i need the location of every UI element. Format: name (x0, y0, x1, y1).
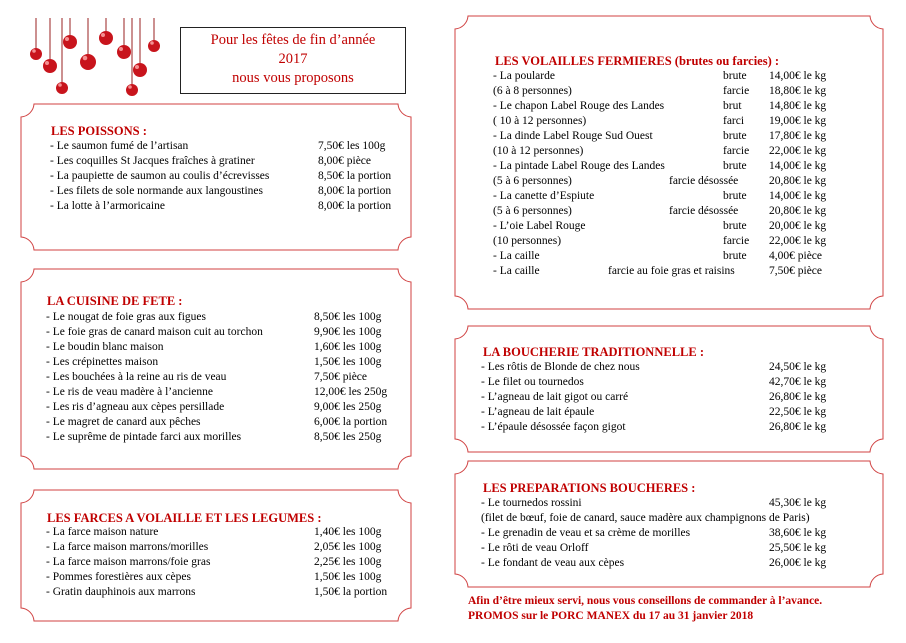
item-price: 18,80€ le kg (769, 85, 827, 97)
item-name: (6 à 8 personnes) (493, 85, 572, 97)
item-name: (10 à 12 personnes) (493, 145, 584, 157)
item-price: 26,80€ le kg (769, 421, 827, 433)
item-name: - Le suprême de pintade farci aux morilles (46, 431, 242, 443)
item-price: 38,60€ le kg (769, 527, 827, 539)
item-name: - Le fondant de veau aux cèpes (481, 557, 625, 569)
item-price: 9,00€ les 250g (314, 401, 382, 413)
footer-line-2: PROMOS sur le PORC MANEX du 17 au 31 janvier 2018 (468, 610, 754, 622)
item-name: - Le chapon Label Rouge des Landes (493, 100, 665, 112)
item-price: 8,00€ pièce (318, 155, 372, 167)
item-name: - Le rôti de veau Orloff (481, 542, 589, 554)
item-name: - L’oie Label Rouge (493, 220, 586, 232)
item-name: - La lotte à l’armoricaine (50, 200, 165, 212)
item-name: - La farce maison marrons/morilles (46, 541, 209, 553)
item-price: 45,30€ le kg (769, 497, 827, 509)
item-price: 1,60€ les 100g (314, 341, 382, 353)
item-price: 42,70€ le kg (769, 376, 827, 388)
item-price: 6,00€ la portion (314, 416, 388, 428)
item-name: - Gratin dauphinois aux marrons (46, 586, 196, 598)
item-price: 1,50€ les 100g (314, 571, 382, 583)
item-name: - La farce maison nature (46, 526, 159, 538)
volailles-title: LES VOLAILLES FERMIERES (brutes ou farcies) : (495, 54, 780, 68)
item-price: 12,00€ les 250g (314, 386, 388, 398)
item-price: 26,80€ le kg (769, 391, 827, 403)
item-name: (5 à 6 personnes) (493, 175, 572, 187)
item-type: brute (723, 250, 747, 262)
item-name: - La paupiette de saumon au coulis d’écrevisses (50, 170, 270, 182)
preparations-title: LES PREPARATIONS BOUCHERES : (483, 481, 696, 495)
item-name: - La dinde Label Rouge Sud Ouest (493, 130, 653, 142)
item-price: 20,80€ le kg (769, 205, 827, 217)
item-price: 1,50€ les 100g (314, 356, 382, 368)
christmas-baubles-icon (28, 18, 163, 100)
item-price: 8,00€ la portion (318, 200, 392, 212)
item-price: 22,00€ le kg (769, 235, 827, 247)
item-price: 14,00€ le kg (769, 160, 827, 172)
item-type: farci (723, 115, 745, 127)
item-price: 8,00€ la portion (318, 185, 392, 197)
item-name: ( 10 à 12 personnes) (493, 115, 587, 127)
item-type: farcie désossée (669, 205, 739, 217)
item-name: - La caille (493, 265, 540, 277)
item-type: farcie au foie gras et raisins (608, 265, 735, 277)
item-name: - Le nougat de foie gras aux figues (46, 311, 206, 323)
item-type: farcie désossée (669, 175, 739, 187)
item-name: - Le foie gras de canard maison cuit au torchon (46, 326, 263, 338)
item-price: 8,50€ la portion (318, 170, 392, 182)
item-type: brute (723, 70, 747, 82)
item-price: 22,50€ le kg (769, 406, 827, 418)
item-name: - L’agneau de lait gigot ou carré (481, 391, 629, 403)
item-price: 19,00€ le kg (769, 115, 827, 127)
item-name: - Les ris d’agneau aux cèpes persillade (46, 401, 225, 413)
item-name: - Les crépinettes maison (46, 356, 159, 368)
item-type: farcie (723, 235, 750, 247)
item-price: 14,00€ le kg (769, 70, 827, 82)
item-name: - Le boudin blanc maison (46, 341, 164, 353)
item-name: - Pommes forestières aux cèpes (46, 571, 191, 583)
item-name: - Le saumon fumé de l’artisan (50, 140, 189, 152)
item-name: - Le magret de canard aux pêches (46, 416, 201, 428)
footer-line-1: Afin d’être mieux servi, nous vous conseillons de commander à l’avance. (468, 595, 823, 607)
cuisine-title: LA CUISINE DE FETE : (47, 294, 183, 308)
item-type: farcie (723, 145, 750, 157)
item-price: 14,80€ le kg (769, 100, 827, 112)
item-type: brute (723, 130, 747, 142)
item-price: 8,50€ les 250g (314, 431, 382, 443)
item-name: - L’épaule désossée façon gigot (481, 421, 626, 433)
item-name: - Les rôtis de Blonde de chez nous (481, 361, 640, 373)
item-name: - Le grenadin de veau et sa crème de morilles (481, 527, 691, 539)
item-price: 20,00€ le kg (769, 220, 827, 232)
item-name: - Les coquilles St Jacques fraîches à gratiner (50, 155, 255, 167)
item-type: brut (723, 100, 742, 112)
item-name: - La caille (493, 250, 540, 262)
item-price: 7,50€ pièce (769, 265, 823, 277)
item-price: 2,05€ les 100g (314, 541, 382, 553)
item-type: brute (723, 160, 747, 172)
item-price: 25,50€ le kg (769, 542, 827, 554)
item-type: brute (723, 190, 747, 202)
item-price: 1,40€ les 100g (314, 526, 382, 538)
item-name: (5 à 6 personnes) (493, 205, 572, 217)
item-price: 4,00€ pièce (769, 250, 823, 262)
item-name: (10 personnes) (493, 235, 562, 247)
header-line-1: Pour les fêtes de fin d’année (210, 32, 376, 48)
item-name: - L’agneau de lait épaule (481, 406, 595, 418)
item-price: 22,00€ le kg (769, 145, 827, 157)
item-price: 26,00€ le kg (769, 557, 827, 569)
item-name: - Les filets de sole normande aux langoustines (50, 185, 264, 197)
item-name: - Le ris de veau madère à l’ancienne (46, 386, 213, 398)
item-price: 7,50€ les 100g (318, 140, 386, 152)
item-name: - Le filet ou tournedos (481, 376, 584, 388)
item-type: farcie (723, 85, 750, 97)
item-price: 2,25€ les 100g (314, 556, 382, 568)
item-name: - La pintade Label Rouge des Landes (493, 160, 665, 172)
item-price: 1,50€ la portion (314, 586, 388, 598)
item-price: 20,80€ le kg (769, 175, 827, 187)
item-price: 7,50€ pièce (314, 371, 368, 383)
header-line-2: 2017 (278, 51, 308, 67)
item-name: - La canette d’Espiute (493, 190, 595, 202)
item-price: 8,50€ les 100g (314, 311, 382, 323)
item-name: - Le tournedos rossini (481, 497, 582, 509)
item-price: 14,00€ le kg (769, 190, 827, 202)
item-price: 9,90€ les 100g (314, 326, 382, 338)
header-box (180, 27, 406, 94)
boucherie-title: LA BOUCHERIE TRADITIONNELLE : (483, 345, 705, 359)
header-line-3: nous vous proposons (232, 70, 354, 86)
item-price: 24,50€ le kg (769, 361, 827, 373)
item-type: brute (723, 220, 747, 232)
item-name: (filet de bœuf, foie de canard, sauce madère aux champignons de Paris) (481, 512, 810, 524)
item-price: 17,80€ le kg (769, 130, 827, 142)
item-name: - Les bouchées à la reine au ris de veau (46, 371, 227, 383)
poissons-title: LES POISSONS : (51, 124, 147, 138)
item-name: - La farce maison marrons/foie gras (46, 556, 211, 568)
footer-note (468, 594, 822, 624)
farces-title: LES FARCES A VOLAILLE ET LES LEGUMES : (47, 511, 322, 525)
item-name: - La poularde (493, 70, 555, 82)
